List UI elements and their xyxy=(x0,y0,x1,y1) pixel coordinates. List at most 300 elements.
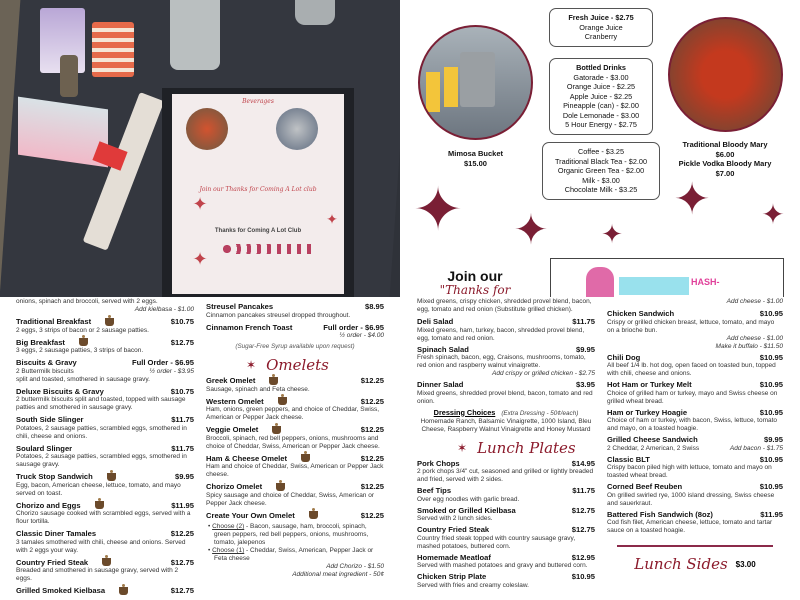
item-price: $12.25 xyxy=(170,529,194,538)
star-icon: ✦ xyxy=(412,176,464,243)
menu-heading: Beverages xyxy=(242,98,274,105)
item-name-wrap xyxy=(206,454,310,464)
menu-item xyxy=(607,309,783,351)
item-name: Greek Omelet xyxy=(206,376,256,385)
item-name-wrap xyxy=(16,586,128,596)
lunch-column-1 xyxy=(417,298,595,592)
item-name: Grilled Cheese Sandwich xyxy=(607,435,698,444)
drink-line: Coffee - $3.25 xyxy=(577,147,625,156)
item-name: Deli Salad xyxy=(417,317,454,326)
menu-item xyxy=(16,586,194,596)
item-name: Soulard Slinger xyxy=(16,443,73,453)
item-price: $11.75 xyxy=(171,443,194,453)
item-name: Deluxe Biscuits & Gravy xyxy=(16,386,104,396)
menu-item xyxy=(607,353,783,379)
item-price: $12.75 xyxy=(170,337,194,347)
menu-item xyxy=(607,380,783,406)
club-banner xyxy=(550,258,784,297)
item-desc: Cinnamon pancakes streusel dropped throughout. xyxy=(206,311,351,319)
item-price: $10.95 xyxy=(759,309,783,318)
item-addon: ½ order - $4.00 xyxy=(339,332,384,339)
item-desc: 2 buttermilk biscuits split and toasted, topped with sausage patties and smothered in sausage gravy. xyxy=(16,396,186,411)
item-name: Big Breakfast xyxy=(16,337,65,347)
menu-item xyxy=(417,572,595,590)
fresh-juice-box xyxy=(549,8,653,47)
item-price: Full order - $6.95 xyxy=(323,322,384,332)
item-desc: Crispy or grilled chicken breast, lettuce, tomato, and mayo on a brioche bun. xyxy=(607,318,775,334)
item-desc: All beef 1/4 lb. hot dog, open faced on toasted bun, topped with chili, cheese and onions. xyxy=(607,362,776,377)
item-header xyxy=(206,511,384,521)
item-name: Dinner Salad xyxy=(417,380,464,389)
menu-item xyxy=(16,387,194,413)
item-header xyxy=(16,586,194,596)
menu-item xyxy=(607,408,783,434)
menu-item xyxy=(417,486,595,504)
coffee-cup-icon xyxy=(276,483,285,491)
item-addon: Add crispy or grilled chicken - $2.75 xyxy=(492,370,595,377)
mimosa-caption xyxy=(418,149,533,168)
item-price: $10.95 xyxy=(759,454,783,464)
item-desc: Served with 2 lunch sides. xyxy=(417,515,493,522)
item-price: $11.95 xyxy=(760,509,783,519)
item-price: $10.95 xyxy=(759,352,783,362)
menu-item xyxy=(206,425,384,451)
item-price: $11.75 xyxy=(572,317,595,326)
drink-line: Bottled Drinks xyxy=(576,63,626,72)
drink-line: Orange Juice - $2.25 xyxy=(566,82,636,91)
item-name: Classic Diner Tamales xyxy=(16,529,97,538)
hot-drinks-box xyxy=(542,142,660,200)
water-glass xyxy=(170,0,220,70)
item-price: $10.95 xyxy=(759,482,783,491)
item-desc: Ham and choice of Cheddar, Swiss, American or Pepper Jack cheese. xyxy=(206,463,384,478)
item-header xyxy=(16,558,194,568)
item-name: Veggie Omelet xyxy=(206,425,259,434)
drink-line: Dole Lemonade - $3.00 xyxy=(562,110,640,120)
drink-line: Traditional Black Tea - $2.00 xyxy=(554,156,648,166)
item-name: Traditional Breakfast xyxy=(16,317,92,326)
item-header xyxy=(206,397,384,407)
item-name-wrap xyxy=(417,506,516,516)
breakfast-column-1 xyxy=(16,298,194,599)
menu-item xyxy=(16,558,194,584)
lunch-plates-heading-text: Lunch Plates xyxy=(477,438,576,457)
item-name-wrap xyxy=(607,435,698,445)
item-price: $11.95 xyxy=(171,500,194,510)
mimosa-bucket-photo xyxy=(418,25,533,140)
item-desc: Served with mashed potatoes and gravy and buttered corn. xyxy=(417,562,588,569)
drinks-menu xyxy=(400,0,800,297)
item-name: Chili Dog xyxy=(607,352,641,362)
item-price: $12.75 xyxy=(170,586,194,595)
item-header xyxy=(417,317,595,327)
item-price: Full Order - $6.95 xyxy=(131,358,194,367)
menu-item xyxy=(607,510,783,536)
menu-item xyxy=(16,358,194,384)
menu-item xyxy=(206,302,384,320)
item-desc: Mixed greens, shredded provel blend, bacon, tomato and red onion. xyxy=(417,389,593,405)
item-header xyxy=(16,501,194,511)
item-desc: Ham, onions, green peppers, and choice of Cheddar, Swiss, American or Pepper Jack cheese. xyxy=(206,406,380,421)
item-price: $12.25 xyxy=(360,510,384,520)
bloody-mary-thumb xyxy=(186,108,228,150)
item-price: $3.95 xyxy=(575,380,595,389)
lunch-sides-price: $3.00 xyxy=(735,559,756,569)
glass xyxy=(295,0,335,25)
menu-item xyxy=(16,317,194,335)
item-header xyxy=(417,572,595,582)
item-desc: 3 tamales smothered with chili, cheese and onions. Served with 2 eggs your way. xyxy=(16,538,186,554)
coffee-cup-icon xyxy=(272,426,281,434)
item-name: Chorizo and Eggs xyxy=(16,500,81,510)
item-desc-row xyxy=(16,368,194,376)
coffee-cup-icon xyxy=(278,397,287,405)
item-addon: Make it buffalo - $11.50 xyxy=(715,342,783,350)
drink-line: Apple Juice - $2.25 xyxy=(569,91,633,101)
drink-line: Pineapple (can) - $2.00 xyxy=(563,101,639,110)
item-price: $9.95 xyxy=(575,344,595,354)
item-name: Battered Fish Sandwich (8oz) xyxy=(607,509,713,519)
item-desc-row xyxy=(607,445,783,453)
item-price: $11.75 xyxy=(171,415,194,424)
item-price: $9.95 xyxy=(174,472,194,481)
item-name-wrap xyxy=(206,376,278,386)
item-name-wrap xyxy=(16,444,72,454)
item-desc: Broccoli, spinach, red bell peppers, onions, mushrooms and choice of Cheddar, Swiss, American or Pepper Jack cheese. xyxy=(206,434,380,450)
drink-line: Cranberry xyxy=(584,32,618,41)
bloody-mary-caption xyxy=(655,140,795,178)
item-name: South Side Slinger xyxy=(16,415,84,424)
bloody-name-1: Traditional Bloody Mary xyxy=(682,140,768,149)
item-header xyxy=(16,358,194,368)
item-name: Smoked or Grilled Kielbasa xyxy=(417,505,516,515)
item-addon: Add Chorizo - $1.50 xyxy=(326,563,384,570)
bloody-mary-photo xyxy=(668,17,783,132)
item-header xyxy=(607,435,783,445)
coffee-cup-icon xyxy=(105,318,114,326)
dressing-title: Dressing Choices xyxy=(433,407,496,417)
drink-line: 5 Hour Energy - $2.75 xyxy=(565,120,637,129)
menu-item xyxy=(417,525,595,551)
coffee-cup-icon xyxy=(309,511,318,519)
item-header xyxy=(607,408,783,418)
star-icon: ✶ xyxy=(246,358,257,372)
item-header xyxy=(607,482,783,492)
menu-item xyxy=(16,444,194,470)
item-price: $12.95 xyxy=(571,552,595,562)
item-desc: onions, spinach and broccoli, served with 2 eggs. xyxy=(16,298,158,305)
mimosa-name: Mimosa Bucket xyxy=(447,149,504,158)
lunch-plates-heading xyxy=(457,439,595,457)
item-desc: Sausage, spinach and Feta cheese. xyxy=(206,385,310,393)
menu-item xyxy=(417,345,595,379)
item-header xyxy=(16,415,194,425)
lunch-menu xyxy=(400,297,800,600)
item-name-wrap xyxy=(417,380,463,390)
item-name-wrap xyxy=(16,317,114,327)
drink-line: Chocolate Milk - $3.25 xyxy=(564,185,638,194)
option-text: - Bacon, sausage, ham, broccoli, spinach, green peppers, red bell peppers, onions, mushrooms, tomato, jalepenos xyxy=(214,523,369,546)
item-header xyxy=(607,455,783,465)
lunch-column-2 xyxy=(607,298,783,573)
dressing-list: Homemade Ranch, Balsamic Vinaigrette, 1000 Island, Bleu Cheese, Raspberry Walnut Vinaigrette and Honey Mustard xyxy=(420,417,592,433)
item-price: $14.95 xyxy=(571,458,595,468)
item-name-wrap xyxy=(607,408,687,418)
banner-hash: HASH- xyxy=(691,277,720,287)
item-price: $11.75 xyxy=(572,486,595,495)
item-header xyxy=(607,353,783,363)
pepper-shaker xyxy=(60,55,78,97)
menu-item xyxy=(206,482,384,508)
item-header xyxy=(16,529,194,539)
item-name-wrap xyxy=(206,482,285,492)
item-desc: Fresh spinach, bacon, egg, Craisons, mushrooms, tomato, red onion and raspberry walnut vinaigrette. xyxy=(417,354,586,369)
item-name: Chorizo Omelet xyxy=(206,482,263,491)
option-text: - Cheddar, Swiss, American, Pepper Jack or Feta cheese xyxy=(214,547,374,562)
menu-item xyxy=(206,454,384,480)
item-price: $10.95 xyxy=(571,572,595,581)
item-header xyxy=(206,323,384,333)
item-desc: Chorizo sausage cooked with scrambled eggs, served with a flour tortilla. xyxy=(16,510,191,525)
item-name: Western Omelet xyxy=(206,396,264,406)
item-name: Streusel Pancakes xyxy=(206,302,274,311)
menu-item xyxy=(417,459,595,485)
item-header xyxy=(16,338,194,348)
item-desc: Cod fish filet, American cheese, lettuce, tomato and tartar sauce on a toasted hoagie. xyxy=(607,519,773,534)
menu-page xyxy=(172,94,344,294)
lunch-sides-title: Lunch Sides xyxy=(634,555,728,573)
coffee-cup-icon xyxy=(301,454,310,462)
item-name-wrap xyxy=(417,459,460,469)
drink-line: Organic Green Tea - $2.00 xyxy=(557,166,645,175)
item-name-wrap xyxy=(607,380,692,390)
item-header xyxy=(607,510,783,520)
item-desc: 3 eggs, 2 sausage patties, 3 strips of bacon. xyxy=(16,347,144,354)
bloody-name-2: Pickle Vodka Bloody Mary xyxy=(678,159,772,168)
item-header xyxy=(206,376,384,386)
item-desc: 2 eggs, 3 strips of bacon or 2 sausage patties. xyxy=(16,326,149,334)
star-icon: ✦ xyxy=(601,219,623,249)
item-header xyxy=(417,553,595,563)
item-name: Truck Stop Sandwich xyxy=(16,472,93,481)
item-name-wrap xyxy=(16,529,96,539)
option-label: Choose (2) xyxy=(212,523,245,530)
item-desc: Spicy sausage and choice of Cheddar, Swiss, American or Pepper Jack cheese. xyxy=(206,491,375,507)
item-name: Country Fried Steak xyxy=(417,525,490,534)
item-header xyxy=(16,317,194,327)
drink-line: Fresh Juice - $2.75 xyxy=(568,13,634,22)
bottled-drinks-box xyxy=(549,58,653,135)
item-name: Chicken Strip Plate xyxy=(417,572,487,581)
item-desc: Served with fries and creamy coleslaw. xyxy=(417,581,529,589)
item-name: Country Fried Steak xyxy=(16,557,89,567)
item-desc: 2 Cheddar, 2 American, 2 Swiss xyxy=(607,444,700,452)
divider xyxy=(617,545,773,547)
menu-item xyxy=(16,338,194,356)
item-header xyxy=(417,525,595,535)
bloody-price-1: $6.00 xyxy=(715,149,735,159)
item-price: $10.95 xyxy=(759,380,783,389)
club-line: Join our Thanks for Coming A Lot club xyxy=(199,186,317,193)
item-header xyxy=(206,302,384,312)
item-name-wrap xyxy=(206,511,318,521)
item-name: Ham & Cheese Omelet xyxy=(206,453,288,463)
item-name-wrap xyxy=(607,353,640,363)
item-header xyxy=(206,425,384,435)
item-name: Beef Tips xyxy=(417,486,452,495)
menu-item xyxy=(607,455,783,481)
item-name-wrap xyxy=(607,309,674,319)
item-name-wrap xyxy=(16,472,116,482)
item-header xyxy=(417,486,595,496)
item-desc: Country fried steak topped with country sausage gravy, mashed potatoes, buttered corn. xyxy=(417,534,576,550)
item-addon: Add kielbasa - $1.00 xyxy=(134,306,194,313)
coffee-cup-icon xyxy=(95,501,104,509)
syrup-note: (Sugar-Free Syrup available upon request) xyxy=(235,343,355,350)
item-name-wrap xyxy=(417,345,469,355)
item-name: Homemade Meatloaf xyxy=(417,552,491,562)
item-name-wrap xyxy=(417,553,491,563)
item-price: $12.75 xyxy=(170,557,194,567)
item-header xyxy=(607,309,783,319)
breakfast-menu xyxy=(0,297,400,600)
item-name: Corned Beef Reuben xyxy=(607,482,683,491)
menu-item xyxy=(206,511,384,521)
item-price: $12.25 xyxy=(360,376,384,385)
star-icon: ✦ xyxy=(192,194,208,214)
menu-item xyxy=(206,323,384,341)
item-name: Spinach Salad xyxy=(417,344,469,354)
menu-item xyxy=(607,482,783,508)
create-own-option: • Choose (1) - Cheddar, Swiss, American, Pepper Jack or Feta cheese xyxy=(208,547,374,562)
menu-item xyxy=(417,380,595,406)
item-header xyxy=(16,444,194,454)
menu-item xyxy=(206,376,384,394)
item-name: Ham or Turkey Hoagie xyxy=(607,407,688,417)
item-name-wrap xyxy=(607,455,650,465)
item-addon: ½ order - $3.95 xyxy=(149,367,194,375)
item-price: $12.25 xyxy=(360,425,384,434)
item-desc: split and toasted, smothered in sausage gravy. xyxy=(16,375,150,383)
coffee-cup-icon xyxy=(107,473,116,481)
item-addon: Add cheese - $1.00 xyxy=(726,298,783,305)
menu-holder xyxy=(162,88,354,297)
item-name: Grilled Smoked Kielbasa xyxy=(16,586,106,595)
item-price: $12.25 xyxy=(360,482,384,491)
item-header xyxy=(417,380,595,390)
item-name-wrap xyxy=(16,558,111,568)
mimosa-thumb xyxy=(276,108,318,150)
item-name: Classic BLT xyxy=(607,454,650,464)
item-name-wrap xyxy=(16,358,77,368)
item-header xyxy=(16,472,194,482)
item-price: $9.95 xyxy=(763,435,783,444)
item-header xyxy=(417,345,595,355)
dressing-header xyxy=(417,408,595,418)
item-desc: 2 pork chops 3/4" cut, seasoned and grilled or lightly breaded and fried, served with 2 sides. xyxy=(417,468,594,483)
item-price: $12.75 xyxy=(571,525,595,534)
menu-item xyxy=(16,529,194,555)
menu-item xyxy=(417,506,595,524)
coffee-cup-icon xyxy=(269,377,278,385)
jelly-packets xyxy=(92,22,134,77)
item-name-wrap xyxy=(206,323,292,333)
join-subheading: "Thanks for xyxy=(439,283,511,297)
item-name-wrap xyxy=(417,486,451,496)
table-photo xyxy=(0,0,400,297)
menu-item xyxy=(417,553,595,571)
item-name: Hot Ham or Turkey Melt xyxy=(607,380,692,389)
option-label: Choose (1) xyxy=(212,547,245,554)
item-desc: Choice of grilled ham or turkey, mayo and Swiss cheese on grilled wheat bread. xyxy=(607,389,778,405)
item-name: Pork Chops xyxy=(417,458,460,468)
logo-script xyxy=(619,277,689,295)
item-name-wrap xyxy=(16,415,84,425)
menu-item xyxy=(206,397,384,423)
menu-item xyxy=(16,501,194,527)
item-desc: On grilled swirled rye, 1000 island dressing, Swiss cheese and sauerkraut. xyxy=(607,491,775,507)
bloody-price-2: $7.00 xyxy=(715,168,735,178)
coffee-cup-icon xyxy=(79,338,88,346)
breakfast-column-2 xyxy=(206,302,384,579)
menu-item xyxy=(607,435,783,453)
item-header xyxy=(206,454,384,464)
item-desc: Egg, bacon, American cheese, lettuce, tomato, and mayo served on toast. xyxy=(16,481,181,497)
item-desc: Potatoes, 2 sausage patties, scrambled eggs, smothered in sausage gravy. xyxy=(16,453,187,468)
item-name-wrap xyxy=(206,302,273,312)
menu-item xyxy=(16,415,194,441)
join-heading: Join our xyxy=(447,268,503,284)
cartoon-avatar xyxy=(586,267,614,297)
club-card: Thanks for Coming A Lot Club xyxy=(214,228,302,234)
item-name-wrap xyxy=(206,425,281,435)
punch-dots xyxy=(222,244,312,254)
item-name-wrap xyxy=(417,525,489,535)
star-icon: ✦ xyxy=(192,249,208,269)
item-name: Biscuits & Gravy xyxy=(16,358,77,367)
menu-item xyxy=(16,472,194,498)
item-header xyxy=(607,380,783,390)
item-desc: Crispy bacon piled high with lettuce, tomato and mayo on toasted wheat bread. xyxy=(607,464,772,479)
menu-item xyxy=(417,317,595,343)
item-name-wrap xyxy=(16,338,88,348)
lunch-sides-heading xyxy=(607,555,783,573)
item-name-wrap xyxy=(16,387,104,397)
item-name: Chicken Sandwich xyxy=(607,309,675,318)
item-price: $12.75 xyxy=(571,505,595,515)
drink-line: Orange Juice xyxy=(579,22,623,32)
drink-line: Gatorade - $3.00 xyxy=(573,72,629,82)
item-header xyxy=(417,459,595,469)
item-addon: Add bacon - $1.75 xyxy=(729,444,783,452)
dressing-note: (Extra Dressing - 50¢/each) xyxy=(501,409,579,417)
omelets-heading-text: Omelets xyxy=(266,356,329,374)
drink-line: Milk - $3.00 xyxy=(582,175,620,185)
item-desc: Breaded and smothered in sausage gravy, served with 2 eggs. xyxy=(16,567,179,582)
create-own-option: • Choose (2) - Bacon, sausage, ham, broccoli, spinach, green peppers, red bell peppers, onions, mushrooms, tomato, jalepenos xyxy=(208,523,369,546)
item-desc: Mixed greens, crispy chicken, shredded provel blend, bacon, egg, tomato and red onion (Substitute grilled chicken). xyxy=(417,298,592,313)
item-desc: Choice of ham or turkey, with bacon, Swiss, lettuce, tomato and mayo, on a toasted hoagie. xyxy=(607,417,778,432)
item-addon: Add cheese - $1.00 xyxy=(726,334,783,342)
item-desc: Potatoes, 2 sausage patties, scrambled eggs, smothered in chili, cheese and onions. xyxy=(16,424,187,440)
item-price: $8.95 xyxy=(364,302,384,311)
item-name-wrap xyxy=(417,572,486,582)
coffee-cup-icon xyxy=(119,587,128,595)
item-name-wrap xyxy=(417,317,453,327)
item-price: $10.75 xyxy=(170,386,194,396)
star-icon: ✦ xyxy=(761,199,785,230)
star-icon: ✦ xyxy=(513,206,549,253)
